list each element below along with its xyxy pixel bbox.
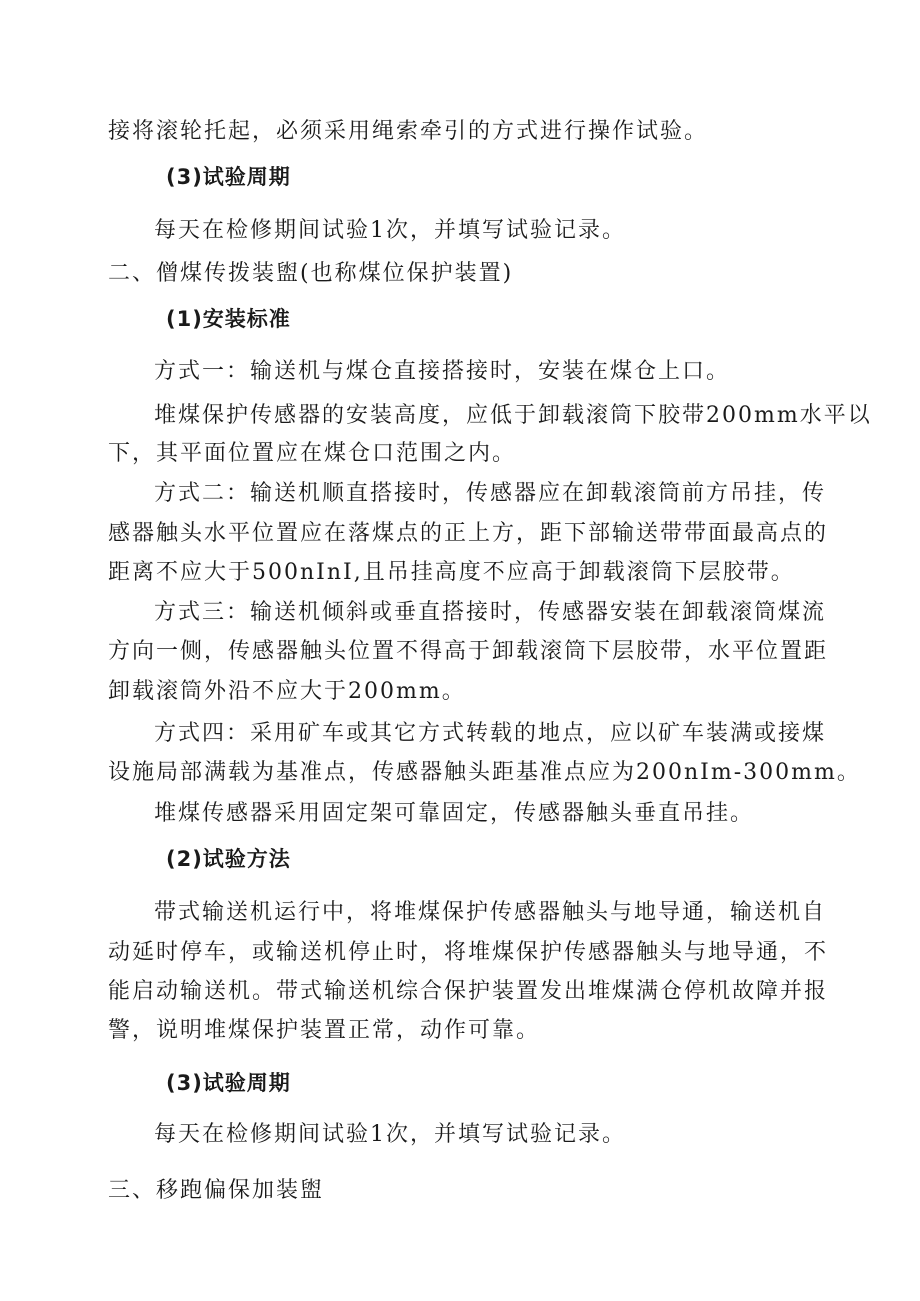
section-heading: (1)安装标准 xyxy=(166,307,291,331)
chapter-heading: 二、僧煤传拨装盥(也称煤位保护装置) xyxy=(108,261,514,286)
paragraph-line: 方式一：输送机与煤仓直接搭接时，安装在煤仓上口。 xyxy=(154,359,731,384)
section-heading: (3)试验周期 xyxy=(166,165,291,189)
paragraph-line: 下，其平面位置应在煤仓口范围之内。 xyxy=(108,441,517,466)
section-heading: (2)试验方法 xyxy=(166,847,291,871)
paragraph-line: 每天在检修期间试验1次，并填写试验记录。 xyxy=(154,1122,626,1147)
paragraph-line: 每天在检修期间试验1次，并填写试验记录。 xyxy=(154,218,626,243)
paragraph-line: 带式输送机运行中，将堆煤保护传感器触头与地导通，输送机自 xyxy=(154,900,827,925)
paragraph-line: 方向一侧，传感器触头位置不得高于卸载滚筒下层胶带，水平位置距 xyxy=(108,639,829,664)
paragraph-line: 能启动输送机。带式输送机综合保护装置发出堆煤满仓停机故障并报 xyxy=(108,979,829,1004)
paragraph-line: 堆煤传感器采用固定架可靠固定，传感器触头垂直吊挂。 xyxy=(154,801,755,826)
paragraph-line: 设施局部满载为基准点，传感器触头距基准点应为200nIm-300mm。 xyxy=(108,760,861,785)
paragraph-line: 方式四：采用矿车或其它方式转载的地点，应以矿车装满或接煤 xyxy=(154,721,827,746)
paragraph-line: 警，说明堆煤保护装置正常，动作可靠。 xyxy=(108,1018,541,1043)
paragraph-line: 接将滚轮托起，必须采用绳索牵引的方式进行操作试验。 xyxy=(108,119,709,144)
paragraph-line: 方式三：输送机倾斜或垂直搭接时，传感器安装在卸载滚筒煤流 xyxy=(154,600,827,625)
paragraph-line: 堆煤保护传感器的安装高度，应低于卸载滚筒下胶带200mm水平以 xyxy=(154,403,872,428)
paragraph-line: 方式二：输送机顺直搭接时，传感器应在卸载滚筒前方吊挂，传 xyxy=(154,481,827,506)
paragraph-line: 动延时停车，或输送机停止时，将堆煤保护传感器触头与地导通，不 xyxy=(108,940,829,965)
section-heading: (3)试验周期 xyxy=(166,1071,291,1095)
chapter-heading: 三、移跑偏保加装盥 xyxy=(108,1178,325,1203)
paragraph-line: 卸载滚筒外沿不应大于200mm。 xyxy=(108,679,466,704)
paragraph-line: 感器触头水平位置应在落煤点的正上方，距下部输送带带面最高点的 xyxy=(108,521,829,546)
paragraph-line: 距离不应大于500nInI,且吊挂高度不应高于卸载滚筒下层胶带。 xyxy=(108,560,795,585)
